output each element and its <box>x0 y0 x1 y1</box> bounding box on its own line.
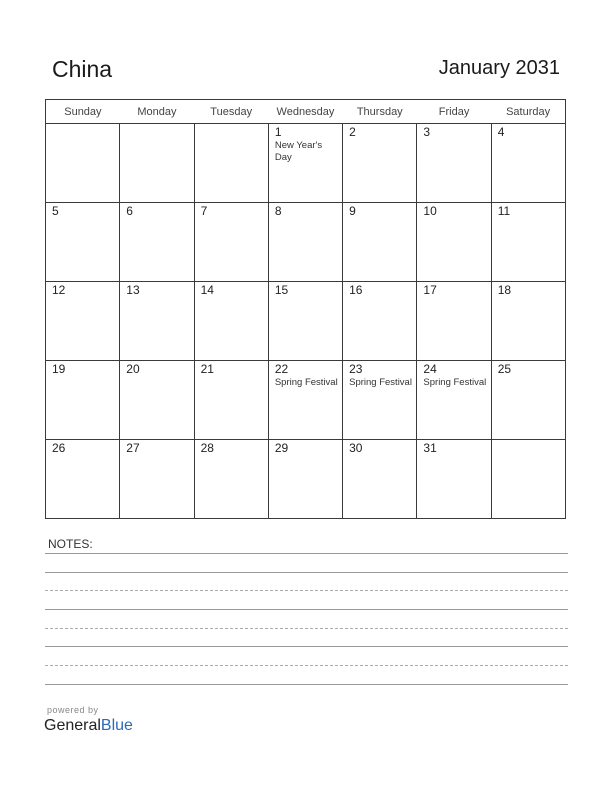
day-cell <box>46 282 120 361</box>
day-cell <box>491 282 565 361</box>
day-number: 24 <box>423 362 437 376</box>
day-number: 12 <box>52 283 66 297</box>
notes-line <box>45 684 568 685</box>
day-cell <box>491 124 565 203</box>
day-number: 17 <box>423 283 437 297</box>
notes-line <box>45 628 568 629</box>
week-row-3 <box>46 282 566 361</box>
day-number: 10 <box>423 204 437 218</box>
day-cell <box>491 203 565 282</box>
day-cell <box>120 203 194 282</box>
weekday-sunday: Sunday <box>46 100 120 124</box>
day-cell <box>194 282 268 361</box>
holiday-label: Spring Festival <box>423 377 487 388</box>
day-number: 9 <box>349 204 356 218</box>
day-number: 30 <box>349 441 363 455</box>
day-number: 21 <box>200 362 214 376</box>
notes-line <box>45 646 568 647</box>
day-cell <box>343 282 417 361</box>
day-cell <box>343 440 417 519</box>
day-cell <box>417 440 491 519</box>
weekday-header-row <box>46 100 566 124</box>
day-number: 4 <box>497 125 505 139</box>
day-number: 31 <box>423 441 437 455</box>
day-cell <box>194 124 268 203</box>
day-number: 29 <box>274 441 289 455</box>
notes-line <box>45 609 568 610</box>
week-row-5 <box>46 440 566 519</box>
country-title: China <box>52 56 113 82</box>
day-number: 13 <box>126 283 140 297</box>
day-cell <box>417 124 491 203</box>
day-cell <box>417 203 491 282</box>
day-cell <box>46 361 120 440</box>
day-cell <box>343 203 417 282</box>
day-number: 16 <box>349 283 363 297</box>
day-number: 1 <box>274 125 282 139</box>
week-row-1 <box>46 124 566 203</box>
day-cell <box>46 203 120 282</box>
day-cell <box>120 440 194 519</box>
notes-label: NOTES: <box>48 537 93 551</box>
day-number: 20 <box>126 362 140 376</box>
calendar-grid <box>45 99 566 519</box>
day-number: 26 <box>52 441 66 455</box>
day-cell <box>343 124 417 203</box>
day-number: 22 <box>274 362 289 376</box>
month-year-title: January 2031 <box>438 57 560 79</box>
day-cell <box>268 440 342 519</box>
day-cell <box>268 124 342 203</box>
notes-line <box>45 572 568 573</box>
weekday-thursday: Thursday <box>343 100 417 124</box>
brand-blue: Blue <box>100 717 133 734</box>
generalblue-logo <box>44 717 133 735</box>
day-number: 25 <box>497 362 512 376</box>
holiday-label: Spring Festival <box>274 377 338 388</box>
day-number: 5 <box>52 204 59 218</box>
notes-line <box>45 553 568 554</box>
weekday-wednesday: Wednesday <box>268 100 342 124</box>
day-cell <box>46 440 120 519</box>
day-cell <box>120 124 194 203</box>
holiday-label: New Year's Day <box>274 140 323 163</box>
day-cell <box>194 361 268 440</box>
week-row-2 <box>46 203 566 282</box>
weekday-saturday: Saturday <box>491 100 565 124</box>
day-cell <box>491 440 565 519</box>
notes-line <box>45 590 568 591</box>
day-cell <box>268 361 342 440</box>
day-number: 19 <box>52 362 66 376</box>
day-number: 15 <box>274 283 289 297</box>
day-number: 28 <box>200 441 214 455</box>
weekday-friday: Friday <box>417 100 491 124</box>
weekday-tuesday: Tuesday <box>194 100 268 124</box>
day-number: 3 <box>423 125 431 139</box>
day-number: 6 <box>126 204 133 218</box>
day-cell <box>417 282 491 361</box>
day-number: 8 <box>274 204 282 218</box>
weekday-monday: Monday <box>120 100 194 124</box>
brand-general: General <box>44 717 101 734</box>
day-cell <box>417 361 491 440</box>
day-cell <box>194 203 268 282</box>
week-row-4 <box>46 361 566 440</box>
day-cell <box>120 282 194 361</box>
day-number: 18 <box>497 283 512 297</box>
day-cell <box>194 440 268 519</box>
holiday-label: Spring Festival <box>349 377 412 388</box>
day-number: 7 <box>200 204 208 218</box>
day-number: 2 <box>349 125 356 139</box>
day-number: 11 <box>497 204 511 218</box>
day-number: 23 <box>349 362 363 376</box>
day-cell <box>46 124 120 203</box>
powered-by-text: powered by <box>47 705 99 715</box>
day-cell <box>120 361 194 440</box>
day-number: 14 <box>200 283 214 297</box>
day-cell <box>268 282 342 361</box>
day-number: 27 <box>126 441 140 455</box>
day-cell <box>343 361 417 440</box>
notes-line <box>45 665 568 666</box>
day-cell <box>268 203 342 282</box>
day-cell <box>491 361 565 440</box>
